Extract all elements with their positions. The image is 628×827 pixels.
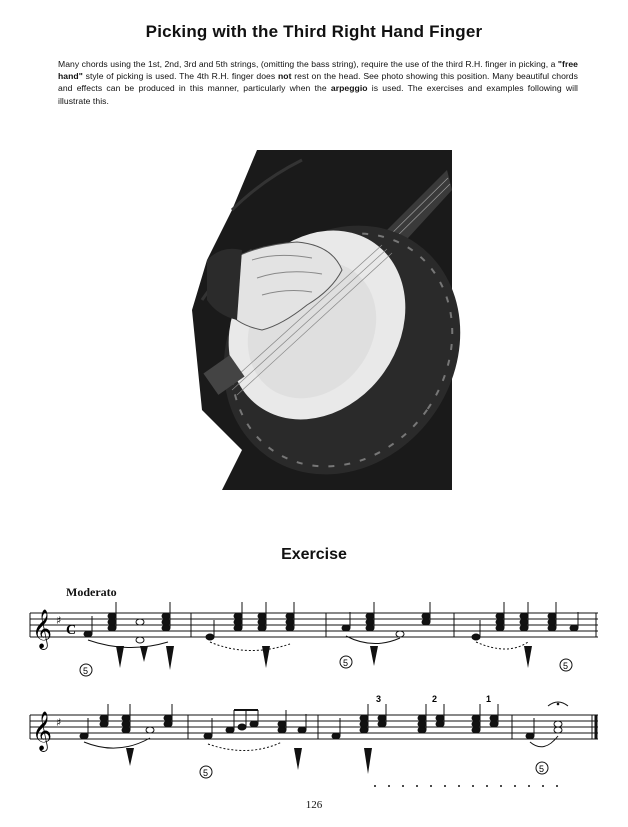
intro-text-4: is used. The exercises and examples following will illustrate this. <box>58 83 579 106</box>
intro-text-3: rest on the head. See photo showing this position. Many beautiful chords and effects can be produced in this manner, particularly when the <box>58 71 578 94</box>
intro-paragraph <box>58 58 578 107</box>
svg-text:♯: ♯ <box>56 614 62 627</box>
string-mark-1: 5 <box>83 666 89 676</box>
svg-text:♯: ♯ <box>56 716 62 729</box>
string-mark-2: 5 <box>343 658 349 668</box>
intro-bold-free-hand: "free hand" <box>58 59 578 82</box>
fingering-2: 2 <box>432 694 438 704</box>
banjo-hand-photo <box>182 150 452 490</box>
music-staff-2 <box>28 694 604 790</box>
page-number: 126 <box>305 799 323 811</box>
string-mark-3: 5 <box>563 661 569 671</box>
intro-bold-not: not <box>277 71 292 82</box>
string-mark-4: 5 <box>203 768 209 778</box>
music-staff-1 <box>28 598 604 688</box>
intro-text-1: Many chords using the 1st, 2nd, 3rd and 5th strings, (omitting the bass string), require the use of the third R.H. finger in picking, a <box>58 59 558 69</box>
tempo-marking: Moderato <box>66 585 117 599</box>
fingering-3: 3 <box>376 694 382 704</box>
time-signature: C <box>66 623 77 638</box>
exercise-heading: Exercise <box>281 546 347 563</box>
string-mark-5: 5 <box>539 764 545 774</box>
treble-clef-icon: 𝄞 <box>32 609 53 649</box>
intro-text-2: style of picking is used. The 4th R.H. finger does <box>82 71 278 82</box>
page-title: Picking with the Third Right Hand Finger <box>145 22 483 41</box>
intro-bold-arpeggio: arpeggio <box>330 83 368 94</box>
fingering-1: 1 <box>486 694 492 704</box>
treble-clef-icon: 𝄞 <box>32 711 53 751</box>
